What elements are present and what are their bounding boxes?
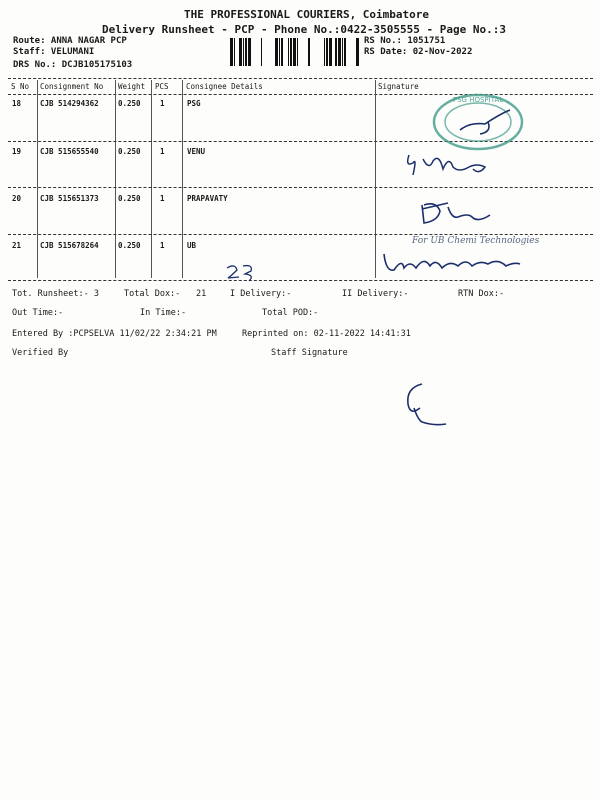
col-header-signature: Signature — [378, 82, 419, 91]
barcode-bar — [293, 38, 296, 66]
col-divider — [37, 80, 38, 278]
company-name: THE PROFESSIONAL COURIERS, Coimbatore — [184, 8, 430, 21]
col-divider — [115, 80, 116, 278]
row-weight: 0.250 — [118, 147, 141, 156]
row-consignment: CJB 515655540 — [40, 147, 99, 156]
rtn-dox: RTN Dox:- — [458, 289, 505, 299]
barcode-bar — [356, 38, 359, 66]
verified-by: Verified By — [12, 348, 69, 358]
table-top-rule — [8, 78, 593, 79]
barcode-bar — [342, 38, 343, 66]
runsheet-subtitle: Delivery Runsheet - PCP - Phone No.:0422-3505555 - Page No.:3 — [102, 23, 506, 36]
col-divider — [182, 80, 183, 278]
row-pcs: 1 — [160, 194, 165, 203]
hospital-seal — [430, 92, 526, 152]
total-dox-value: 21 — [196, 289, 207, 299]
barcode-bar — [279, 38, 280, 66]
i-delivery: I Delivery:- — [230, 289, 292, 299]
barcode-bar — [290, 38, 292, 66]
barcode-bar — [245, 38, 247, 66]
row-consignment: CJB 514294362 — [40, 99, 99, 108]
barcode-bar — [297, 38, 298, 66]
total-pod: Total POD:- — [262, 308, 319, 318]
entered-by: Entered By :PCPSELVA 11/02/22 2:34:21 PM — [12, 329, 217, 339]
staff-signature-label: Staff Signature — [271, 348, 348, 358]
barcode — [230, 38, 360, 66]
row-consignee: UB — [187, 241, 197, 250]
barcode-bar — [288, 38, 289, 66]
barcode-bar — [234, 38, 235, 66]
row-sno: 21 — [12, 241, 22, 250]
col-header-pcs: PCS — [155, 82, 169, 91]
col-header-sno: S No — [11, 82, 30, 91]
staff-label: Staff: VELUMANI — [13, 47, 95, 57]
col-header-consignee: Consignee Details — [186, 82, 263, 91]
in-time: In Time:- — [140, 308, 187, 318]
barcode-bar — [243, 38, 244, 66]
total-dox-label: Total Dox:- — [124, 289, 181, 299]
seal-text: PSG HOSPITAL — [452, 96, 504, 104]
barcode-bar — [338, 38, 341, 66]
tot-runsheet: Tot. Runsheet:- 3 — [12, 289, 99, 299]
ii-delivery: II Delivery:- — [342, 289, 409, 299]
barcode-bar — [335, 38, 337, 66]
barcode-bar — [329, 38, 332, 66]
rs-date: RS Date: 02-Nov-2022 — [364, 47, 473, 57]
barcode-bar — [344, 38, 346, 66]
row-pcs: 1 — [160, 99, 165, 108]
table-bottom-rule — [8, 280, 593, 281]
out-time: Out Time:- — [12, 308, 64, 318]
staff-signature — [400, 378, 450, 438]
barcode-bar — [308, 38, 310, 66]
barcode-bar — [230, 38, 233, 66]
col-divider — [151, 80, 152, 278]
row-consignment: CJB 515678264 — [40, 241, 99, 250]
row-sno: 19 — [12, 147, 22, 156]
signature-prapavaty — [418, 195, 498, 229]
row-weight: 0.250 — [118, 194, 141, 203]
barcode-bar — [326, 38, 328, 66]
barcode-bar — [281, 38, 283, 66]
row-consignee: PRAPAVATY — [187, 194, 228, 203]
barcode-bar — [248, 38, 251, 66]
signature-venu — [403, 145, 503, 185]
handwritten-mark — [225, 262, 265, 284]
col-header-weight: Weight — [118, 82, 146, 91]
company-stamp-text: For UB Chemi Technologies — [412, 236, 540, 246]
row-rule — [8, 234, 593, 235]
row-consignment: CJB 515651373 — [40, 194, 99, 203]
col-divider — [375, 80, 376, 278]
rs-number: RS No.: 1051751 — [364, 36, 446, 46]
row-pcs: 1 — [160, 147, 165, 156]
row-rule — [8, 187, 593, 188]
route-label: Route: ANNA NAGAR PCP — [13, 36, 127, 46]
row-sno: 18 — [12, 99, 22, 108]
barcode-bar — [261, 38, 262, 66]
row-consignee: PSG — [187, 99, 201, 108]
reprinted-on: Reprinted on: 02-11-2022 14:41:31 — [242, 329, 411, 339]
row-sno: 20 — [12, 194, 22, 203]
row-weight: 0.250 — [118, 99, 141, 108]
signature-ub — [380, 246, 540, 280]
barcode-bar — [275, 38, 278, 66]
row-pcs: 1 — [160, 241, 165, 250]
barcode-bar — [239, 38, 242, 66]
row-weight: 0.250 — [118, 241, 141, 250]
barcode-bar — [324, 38, 325, 66]
row-consignee: VENU — [187, 147, 206, 156]
drs-number: DRS No.: DCJB105175103 — [13, 60, 133, 70]
col-header-consignment: Consignment No — [40, 82, 104, 91]
